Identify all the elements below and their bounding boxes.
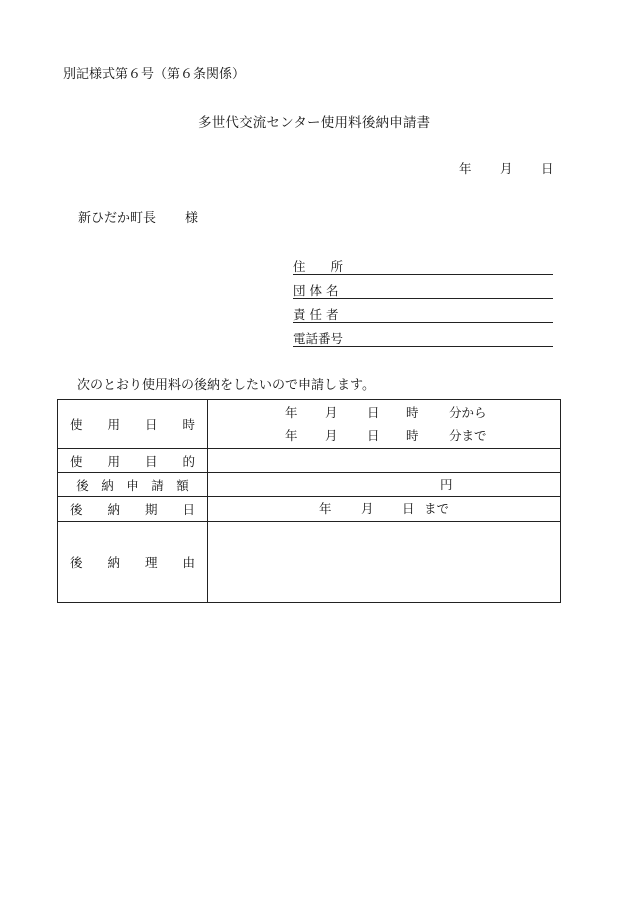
- organization-field[interactable]: [293, 298, 553, 299]
- to-hour-label: 時: [406, 428, 419, 443]
- document-title: 多世代交流センター使用料後納申請書: [198, 115, 431, 131]
- from-day-label: 日: [367, 405, 380, 420]
- amount-label: 後 納 申 請 額: [76, 477, 189, 493]
- purpose-field[interactable]: [208, 449, 561, 473]
- from-hour-label: 時: [406, 405, 419, 420]
- table-row-deadline: [58, 497, 561, 522]
- amount-label-cell: [58, 473, 208, 497]
- representative-label: 責 任 者: [293, 307, 339, 322]
- date-year-label: 年: [459, 161, 472, 176]
- addressee-honorific: 様: [185, 211, 199, 226]
- table-row-purpose: [58, 449, 561, 473]
- to-day-label: 日: [367, 428, 380, 443]
- to-minute-label: 分まで: [449, 428, 487, 443]
- representative-field[interactable]: [293, 322, 553, 323]
- to-year-label: 年: [285, 428, 298, 443]
- purpose-label-cell: [58, 449, 208, 473]
- address-field[interactable]: [293, 274, 553, 275]
- form-number: 別記様式第６号（第６条関係）: [63, 67, 246, 82]
- amount-unit: 円: [440, 477, 453, 492]
- reason-label-cell: [58, 522, 208, 603]
- date-day-label: 日: [541, 161, 554, 176]
- addressee-name: 新ひだか町長: [78, 211, 157, 226]
- amount-field[interactable]: [208, 473, 561, 497]
- deadline-label: 後 納 期 日: [69, 502, 195, 517]
- from-minute-label: 分から: [449, 405, 487, 420]
- intro-text: 次のとおり使用料の後納をしたいので申請します。: [77, 378, 375, 393]
- application-table: [57, 399, 561, 603]
- from-year-label: 年: [285, 405, 298, 420]
- deadline-month-label: 月: [361, 501, 374, 516]
- deadline-until-label: まで: [424, 501, 450, 516]
- deadline-field[interactable]: [208, 497, 561, 522]
- date-month-label: 月: [500, 161, 513, 176]
- to-month-label: 月: [325, 428, 338, 443]
- usage-datetime-label-cell: [58, 400, 208, 449]
- table-row-reason: [58, 522, 561, 603]
- usage-datetime-label: 使 用 日 時: [69, 417, 195, 432]
- from-month-label: 月: [325, 405, 338, 420]
- purpose-label: 使 用 目 的: [69, 453, 195, 469]
- deadline-day-label: 日: [402, 501, 415, 516]
- table-row-usage-datetime: [58, 400, 561, 449]
- organization-label: 団 体 名: [293, 283, 339, 298]
- deadline-year-label: 年: [319, 501, 332, 516]
- reason-field[interactable]: [208, 522, 561, 603]
- address-label: 住 所: [293, 259, 344, 274]
- deadline-label-cell: [58, 497, 208, 522]
- phone-label: 電話番号: [293, 331, 344, 346]
- phone-field[interactable]: [293, 346, 553, 347]
- reason-label: 後 納 理 由: [69, 555, 195, 570]
- usage-datetime-field[interactable]: [208, 400, 561, 449]
- table-row-amount: [58, 473, 561, 497]
